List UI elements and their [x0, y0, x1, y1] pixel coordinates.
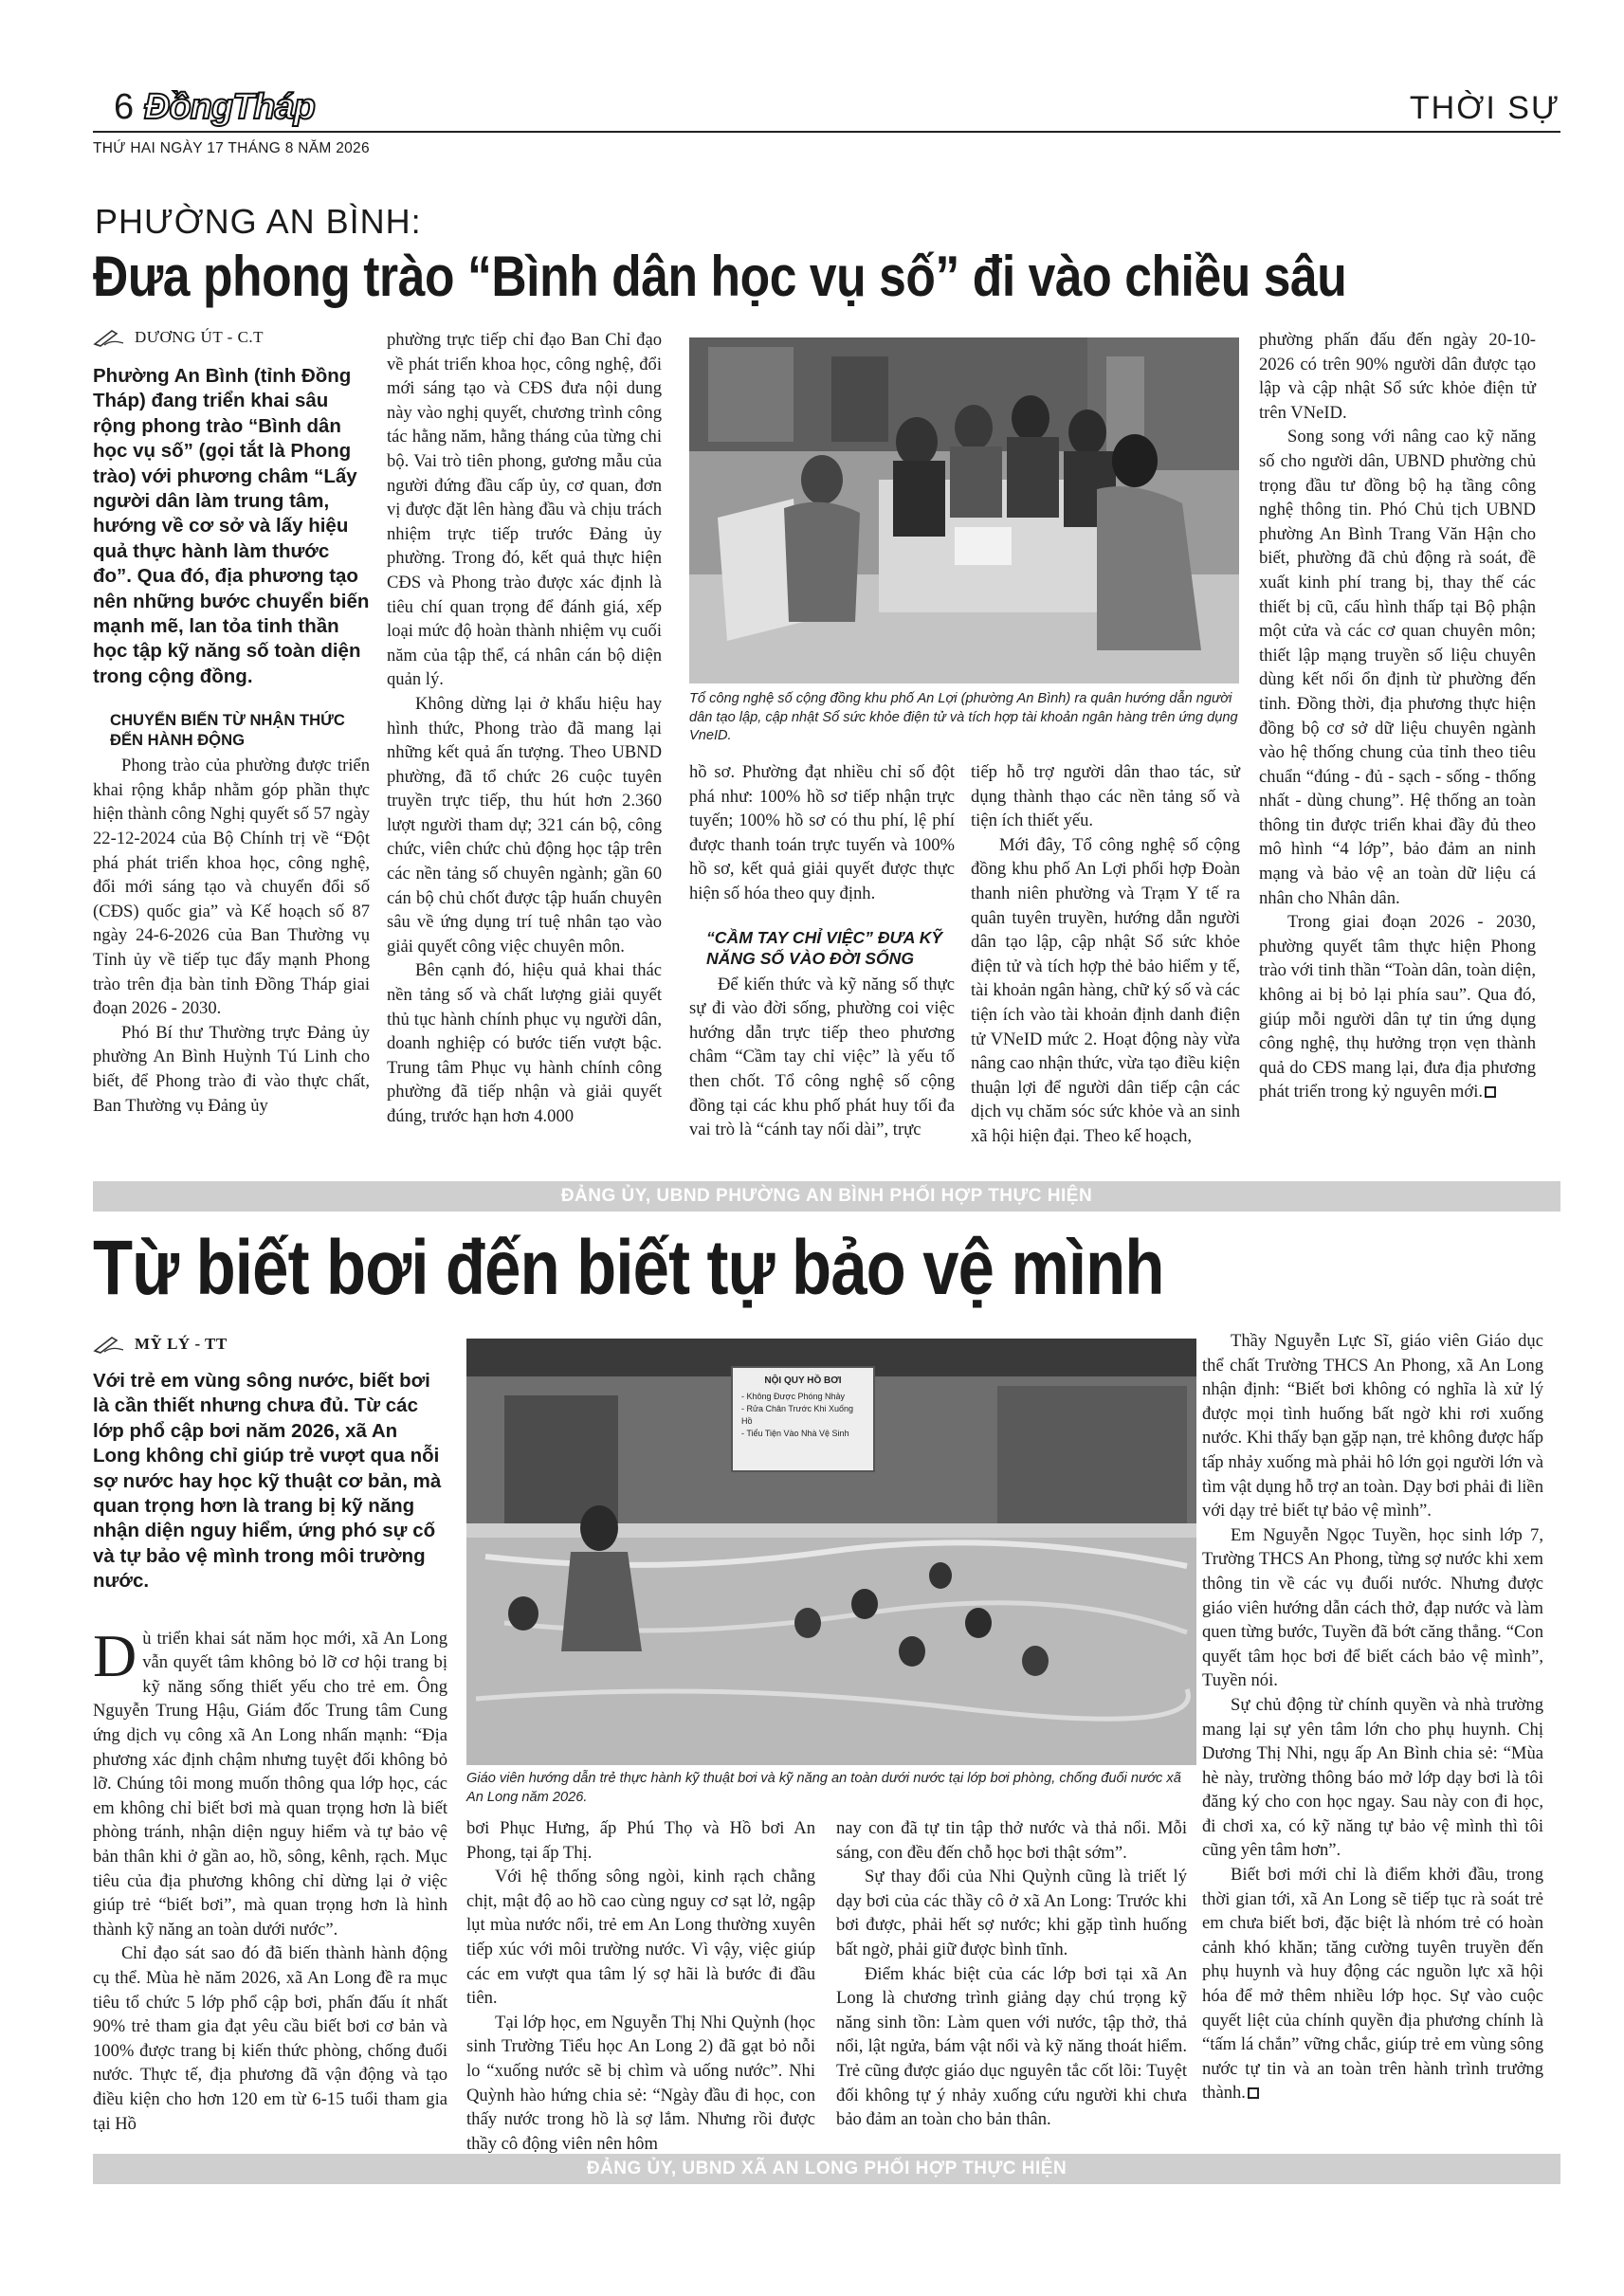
paragraph: hồ sơ. Phường đạt nhiều chỉ số đột phá như: 100% hồ sơ tiếp nhận trực tuyến; 100% hồ sơ có thu phí, lệ phí được thanh toán trực tuyến và 100% hồ sơ, kết quả giải quyết được thực hiện số hóa theo quy định. [689, 762, 955, 903]
paragraph: phường trực tiếp chỉ đạo Ban Chỉ đạo về phát triển khoa học, công nghệ, đổi mới sáng tạo và CĐS đưa nội dung này vào nghị quyết, chương trình công tác hằng năm, hằng tháng của từng chi bộ. Vai trò tiên phong, gương mẫu của người đứng đầu cấp ủy, cơ quan, đơn vị được đặt lên hàng đầu và chịu trách nhiệm trực tiếp trước Đảng ủy phường. Trong đó, kết quả thực hiện CĐS và Phong trào được xác định là tiêu chí quan trọng để đánh giá, xếp loại mức độ hoàn thành nhiệm vụ cuối năm của tập thể, cá nhân cán bộ diện quản lý. [387, 330, 662, 690]
paragraph: Tại lớp học, em Nguyễn Thị Nhi Quỳnh (học sinh Trường Tiểu học An Long 2) đã gạt bỏ nỗi lo “xuống nước sẽ bị chìm và uống nước”. Nhi Quỳnh hào hứng chia sẻ: “Ngày đầu đi học, con thấy nước trong hồ là sợ lắm. Nhưng rồi được thầy cô động viên nên hôm [466, 2012, 815, 2154]
pool-rules-title: NỘI QUY HỒ BƠI [764, 1376, 842, 1386]
end-mark-icon [1248, 2087, 1259, 2099]
article2-photo [466, 1339, 1196, 1765]
pen-icon [93, 328, 125, 347]
pool-rule-item: - Tiểu Tiện Vào Nhà Vệ Sinh [741, 1429, 849, 1438]
article1-col2 [387, 328, 662, 1129]
paragraph: Để kiến thức và kỹ năng số thực sự đi vào đời sống, phường coi việc hướng dẫn trực tiếp theo phương châm “Cầm tay chỉ việc” là yếu tố then chốt. Tổ công nghệ số cộng đồng tại các khu phố phát huy tối đa vai trò là “cánh tay nối dài”, trực [689, 974, 955, 1140]
paragraph: Phó Bí thư Thường trực Đảng ủy phường An Bình Huỳnh Tú Linh cho biết, để Phong trào đi vào thực chất, Ban Thường vụ Đảng ủy [93, 1022, 370, 1116]
article2-col3 [836, 1816, 1187, 2132]
pool-rule-item: - Rửa Chân Trước Khi Xuống Hồ [741, 1404, 854, 1426]
article2-col1 [93, 1335, 447, 2136]
article1-subhead1: CHUYỂN BIẾN TỪ NHẬN THỨC ĐẾN HÀNH ĐỘNG [110, 711, 345, 750]
paragraph: Không dừng lại ở khẩu hiệu hay hình thức, Phong trào đã mang lại những kết quả ấn tượng. Theo UBND phường, đã tổ chức 26 cuộc tuyên truyền trực tiếp, thu hút hơn 2.360 lượt người tham dự; 321 cán bộ, công chức, viên chức chủ động học tập trên các nền tảng số chuyên ngành; gần 60 cán bộ chủ chốt được tập huấn chuyên sâu về ứng dụng trí tuệ nhân tạo vào giải quyết công việc chuyên môn. [387, 693, 662, 957]
paragraph [1259, 910, 1536, 1104]
paper-logo: ĐồngTháp [144, 87, 315, 127]
community-digital-team-photo [689, 337, 1239, 683]
article1-col3 [689, 760, 955, 1142]
paragraph: Bên cạnh đó, hiệu quả khai thác nền tảng số và chất lượng giải quyết thủ tục hành chính phục vụ người dân, doanh nghiệp có bước tiến vượt bậc. Trung tâm Phục vụ hành chính công phường đã tiếp nhận và giải quyết đúng, trước hạn hơn 4.000 [387, 960, 662, 1126]
article1-footer-banner: ĐẢNG ỦY, UBND PHƯỜNG AN BÌNH PHỐI HỢP THỰC HIỆN [93, 1181, 1560, 1212]
pen-icon [93, 1335, 125, 1354]
article1-byline [93, 328, 370, 347]
paragraph-text: Trong giai đoạn 2026 - 2030, phường quyết tâm thực hiện Phong trào với tinh thần “Toàn dân, toàn diện, không ai bị bỏ lại phía sau”. Qua đó, giúp mỗi người dân tự tin ứng dụng công nghệ, thụ hưởng trọn vẹn thành quả do CĐS mang lại, đưa địa phương phát triển trong kỷ nguyên mới. [1259, 912, 1537, 1102]
issue-date: THỨ HAI NGÀY 17 THÁNG 8 NĂM 2026 [93, 140, 370, 156]
page-number: 6 [114, 87, 135, 127]
article2-photo-caption: Giáo viên hướng dẫn trẻ thực hành kỹ thuật bơi và kỹ năng an toàn dưới nước tại lớp bơi phòng, chống đuối nước xã An Long năm 2026. [466, 1771, 1181, 1805]
article1-lead: Phường An Bình (tỉnh Đồng Tháp) đang triển khai sâu rộng phong trào “Bình dân học vụ số” (gọi tắt là Phong trào) với phương châm “Lấy người dân làm trung tâm, hướng về cơ sở và lấy hiệu quả thực hành làm thước đo”. Qua đó, địa phương tạo nên những bước chuyển biến mạnh mẽ, lan tỏa tinh thần học tập kỹ năng số toàn diện trong cộng đồng. [93, 365, 370, 687]
header-rule [93, 131, 1560, 133]
pool-rules-sign [734, 1369, 872, 1446]
paragraph-text: Biết bơi mới chỉ là điểm khởi đầu, trong thời gian tới, xã An Long sẽ tiếp tục rà soát trẻ em chưa biết bơi, đặc biệt là nhóm trẻ có hoàn cảnh khó khăn; tăng cường tuyên truyền đến phụ huynh và huy động các nguồn lực xã hội hóa để mở thêm nhiều lớp học. Sự vào cuộc quyết liệt của chính quyền địa phương chính là “tấm lá chắn” vững chắc, giúp trẻ em vùng sông nước tự tin và an toàn trên hành trình trưởng thành. [1202, 1865, 1543, 2104]
end-mark-icon [1485, 1086, 1496, 1098]
paragraph-text: ù triển khai sát năm học mới, xã An Long vẫn quyết tâm không bỏ lỡ cơ hội trang bị kỹ năng sống thiết yếu cho trẻ em. Ông Nguyễn Trung Hậu, Giám đốc Trung tâm Cung ứng dịch vụ công xã An Long nhấn mạnh: “Địa phương xác định chậm nhưng tuyệt đối không bỏ lỡ. Chúng tôi mong muốn thông qua lớp học, các em không chỉ biết bơi mà quan trọng hơn là biết phòng tránh, nhận diện nguy hiểm và tự bảo vệ bản thân khi ở gần ao, hồ, sông, kênh, rạch. Mục tiêu của địa phương không chỉ dừng lại ở việc giúp trẻ “biết bơi”, mà quan trọng hơn là hình thành kỹ năng an toàn dưới nước”. [93, 1628, 447, 1940]
paragraph: nay con đã tự tin tập thở nước và thả nổi. Mỗi sáng, con đều đến chỗ học bơi thật sớm”. [836, 1818, 1187, 1863]
paragraph: tiếp hỗ trợ người dân thao tác, sử dụng thành thạo các nền tảng số và tiện ích thiết yếu. [971, 762, 1240, 831]
drop-cap: D [93, 1621, 137, 1689]
paragraph: Mới đây, Tổ công nghệ số cộng đồng khu phố An Lợi phối hợp Đoàn thanh niên phường và Trạm Y tế ra quân tuyên truyền, hướng dẫn người dân tạo lập, cập nhật Sổ sức khỏe điện tử và tích hợp thẻ bảo hiểm y tế, tài khoản ngân hàng, chữ ký số và các tiện ích vào tài khoản định danh điện tử VNeID mức 2. Hoạt động này vừa nâng cao nhận thức, vừa tạo điều kiện thuận lợi để người dân tiếp cận các dịch vụ chăm sóc sức khỏe và an sinh xã hội hiện đại. Theo kế hoạch, [971, 834, 1240, 1146]
article1-photo-caption: Tổ công nghệ số cộng đồng khu phố An Lợi (phường An Bình) ra quân hướng dẫn người dân tạo lập, cập nhật Sổ sức khỏe điện tử và tích hợp tài khoản ngân hàng trên ứng dụng VneID. [689, 691, 1238, 744]
page-header [93, 85, 1560, 161]
article2-col2 [466, 1816, 815, 2156]
paragraph: Em Nguyễn Ngọc Tuyền, học sinh lớp 7, Trường THCS An Phong, từng sợ nước khi xem thông tin về các vụ đuối nước. Nhưng được giáo viên hướng dẫn cách thở, đạp nước và làm quen từng bước, Tuyền đã bớt căng thẳng. “Con quyết tâm học bơi để biết cách bảo vệ mình”, Tuyền nói. [1202, 1524, 1543, 1691]
article1-kicker: PHƯỜNG AN BÌNH: [95, 202, 422, 241]
paragraph: Song song với nâng cao kỹ năng số cho người dân, UBND phường chủ trọng đầu tư đồng bộ hạ tầng công nghệ thông tin. Phó Chủ tịch UBND phường An Bình Trang Văn Hận cho biết, phường đã chủ động rà soát, đề xuất kinh phí trang bị, thay thế các thiết bị cũ, cấu hình thấp tại Bộ phận một cửa và các cơ quan chuyên môn; thiết lập mạng truyền số liệu chuyên dùng kết nối ổn định từ phường đến tỉnh. Đồng thời, địa phương thực hiện đồng bộ cơ sở dữ liệu chuyên ngành vào hệ thống chung của tỉnh theo tiêu chuẩn “đúng - đủ - sạch - sống - thống nhất - dùng chung”. Hệ thống an toàn thông tin được triển khai đầy đủ theo mô hình “4 lớp”, bảo đảm an ninh mạng và bảo vệ an toàn dữ liệu cá nhân cho Nhân dân. [1259, 427, 1536, 908]
paragraph: bơi Phục Hưng, ấp Phú Thọ và Hồ bơi An Phong, tại ấp Thị. [466, 1818, 815, 1863]
paragraph: Với hệ thống sông ngòi, kinh rạch chằng chịt, mật độ ao hồ cao cùng nguy cơ sạt lở, ngập lụt mùa nước nổi, trẻ em An Long thường xuyên tiếp xúc với môi trường nước. Vì vậy, việc giúp các em vượt qua tâm lý sợ hãi là bước đi đầu tiên. [466, 1867, 815, 2009]
paragraph: Chỉ đạo sát sao đó đã biến thành hành động cụ thể. Mùa hè năm 2026, xã An Long đề ra mục tiêu tổ chức 5 lớp phổ cập bơi, phấn đấu ít nhất 90% trẻ tham gia đạt yêu cầu biết bơi cơ bản và 100% được trang bị kiến thức phòng, chống đuối nước. Thực tế, địa phương đã vận động và tạo điều kiện cho hơn 120 em từ 6-15 tuổi tham gia tại Hồ [93, 1943, 447, 2134]
article2-lead: Với trẻ em vùng sông nước, biết bơi là cần thiết nhưng chưa đủ. Từ các lớp phổ cập bơi năm 2026, xã An Long không chỉ giúp trẻ vượt qua nỗi sợ nước hay học kỹ thuật cơ bản, mà quan trọng hơn là trang bị kỹ năng nhận diện nguy hiểm, ứng phó sự cố và tự bảo vệ mình trong môi trường nước. [93, 1370, 442, 1593]
article1-photo [689, 337, 1239, 683]
article1-subhead2: “CẦM TAY CHỈ VIỆC” ĐƯA KỸ NĂNG SỐ VÀO ĐỜI SỐNG [706, 927, 943, 968]
paragraph: Sự chủ động từ chính quyền và nhà trường mang lại sự yên tâm lớn cho phụ huynh. Chị Dương Thị Nhi, ngụ ấp An Bình chia sẻ: “Mùa hè này, trường thông báo mở lớp dạy bơi là tôi đăng ký cho con học ngay. Sau này con đi học, đi chơi xa, có kỹ năng tự bảo vệ mình thì tôi cũng yên tâm hơn”. [1202, 1694, 1543, 1861]
byline-text: MỸ LÝ - TT [135, 1335, 228, 1353]
article1-col1 [93, 328, 370, 1118]
section-name: THỜI SỰ [1409, 90, 1560, 126]
article1-col5 [1259, 328, 1536, 1104]
article2-footer-banner: ĐẢNG ỦY, UBND XÃ AN LONG PHỐI HỢP THỰC HIỆN [93, 2154, 1560, 2184]
paragraph: Sự thay đổi của Nhi Quỳnh cũng là triết lý dạy bơi của các thầy cô ở xã An Long: Trước khi bơi được, phải hết sợ nước; khi gặp tình huống bất ngờ, phải giữ được bình tĩnh. [836, 1867, 1187, 1959]
article1-col4 [971, 760, 1240, 1149]
byline-text: DƯƠNG ÚT - C.T [135, 328, 265, 346]
paragraph: phường phấn đấu đến ngày 20-10-2026 có trên 90% người dân được tạo lập và cập nhật Sổ sức khỏe điện tử trên VNeID. [1259, 330, 1536, 423]
article1-headline: Đưa phong trào “Bình dân học vụ số” đi vào chiều sâu [93, 245, 1347, 308]
pool-rule-item: - Không Được Phóng Nhảy [741, 1392, 845, 1401]
paragraph: Phong trào của phường được triển khai rộng khắp nhằm góp phần thực hiện thành công Nghị quyết số 57 ngày 22-12-2024 của Bộ Chính trị về “Đột phá phát triển khoa học, công nghệ, đổi mới sáng tạo và chuyển đổi số (CĐS) quốc gia” và Kế hoạch số 87 ngày 24-6-2026 của Ban Thường vụ Tỉnh ủy về tiếp tục đẩy mạnh Phong trào trên địa bàn tỉnh Đồng Tháp giai đoạn 2026 - 2030. [93, 756, 370, 1019]
paragraph [1202, 1863, 1543, 2105]
article2-col4 [1202, 1329, 1543, 2105]
paragraph: Thầy Nguyễn Lực Sĩ, giáo viên Giáo dục thể chất Trường THCS An Phong, xã An Long nhận định: “Biết bơi không có nghĩa là xử lý được mọi tình huống bất ngờ khi rơi xuống nước. Khi thấy bạn gặp nạn, trẻ không được hấp tấp nhảy xuống mà phải hô lớn gọi người lớn và tìm vật dụng hỗ trợ an toàn. Dạy bơi phải đi liền với dạy trẻ biết tự bảo vệ mình”. [1202, 1331, 1543, 1522]
paragraph [93, 1621, 447, 1942]
paragraph: Điểm khác biệt của các lớp bơi tại xã An Long là chương trình giảng dạy chú trọng kỹ năng sinh tồn: Làm quen với nước, tập thở, thả nổi, lật ngửa, bám vật nổi và kỹ năng thoát hiểm. Trẻ cũng được giáo dục nguyên tắc cốt lõi: Tuyệt đối không tự ý nhảy xuống cứu người khi chưa bảo đảm an toàn cho bản thân. [836, 1963, 1187, 2130]
article2-byline [93, 1335, 447, 1354]
article2-headline: Từ biết bơi đến biết tự bảo vệ mình [93, 1225, 1164, 1311]
